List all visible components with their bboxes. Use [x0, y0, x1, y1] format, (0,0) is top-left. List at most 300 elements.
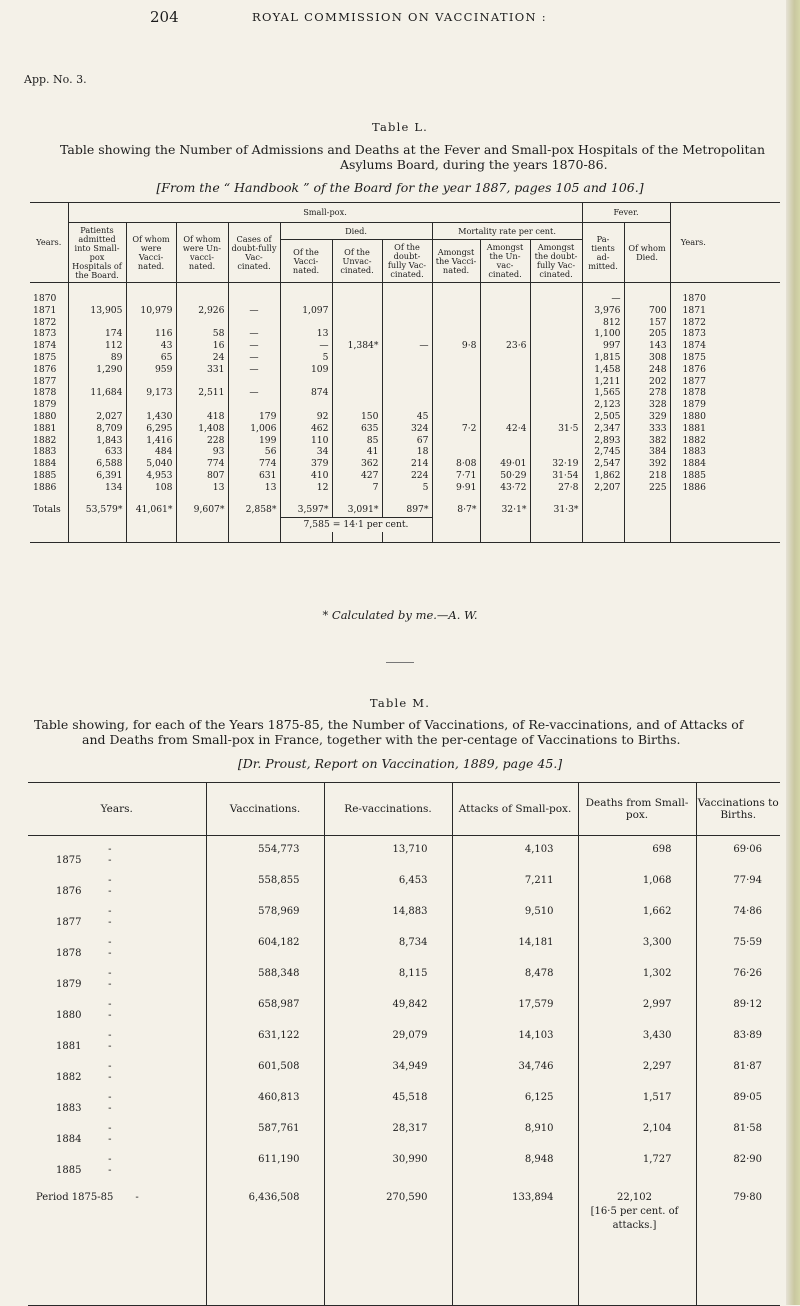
- cell-deaths: 2,104: [578, 1115, 696, 1146]
- table-l-caption-line1: Table showing the Number of Admissions and Deaths at the Fever and Small-pox Hospitals of the Metropolitan: [60, 142, 765, 157]
- cell-dbt: —: [228, 305, 280, 317]
- spacer-cell: [382, 532, 432, 543]
- cell-dd: [382, 328, 432, 340]
- cell-dv: [280, 399, 332, 411]
- total-dv: 3,597*: [280, 504, 332, 518]
- cell-attacks: 14,103: [452, 1022, 578, 1053]
- cell-mv: [432, 352, 480, 364]
- row-year-right: 1881: [670, 423, 716, 435]
- cell-md: [530, 376, 582, 388]
- edge-cell: [716, 470, 780, 482]
- edge-cell: [716, 517, 780, 532]
- cell-fd: 202: [624, 376, 670, 388]
- row-year-right: 1885: [670, 470, 716, 482]
- cell-dbt: [228, 376, 280, 388]
- row-year: 1879: [56, 979, 82, 990]
- table-m-caption-line2: and Deaths from Small-pox in France, together with the per-centage of Vaccinations to Births.: [82, 732, 681, 747]
- row-year-right: 1883: [670, 446, 716, 458]
- row-year: 1884: [56, 1134, 82, 1145]
- cell-dbt: [228, 317, 280, 329]
- col-m-deaths: Deaths from Small-pox.: [578, 783, 696, 836]
- row-year: 1885: [56, 1165, 82, 1176]
- cell-du: [332, 352, 382, 364]
- table-l-caption: [60, 142, 775, 172]
- cell-deaths: 698: [578, 836, 696, 868]
- table-row: [30, 317, 780, 329]
- cell-revacc: 8,734: [324, 929, 452, 960]
- cell-fd: 205: [624, 328, 670, 340]
- row-year: 1880: [56, 1010, 82, 1021]
- cell-ratio: 83·89: [696, 1022, 780, 1053]
- empty-cell: [68, 517, 126, 532]
- cell-revacc: 14,883: [324, 898, 452, 929]
- cell-dd: [382, 293, 432, 305]
- period-vaccinations: 6,436,508: [206, 1177, 324, 1235]
- table-m: [28, 782, 780, 1306]
- cell-pat: 2,027: [68, 411, 126, 423]
- cell-md: [530, 328, 582, 340]
- cell-du: 362: [332, 458, 382, 470]
- row-year: 1884: [33, 458, 57, 470]
- spacer-row: [30, 283, 780, 294]
- cell-dbt: 179: [228, 411, 280, 423]
- col-died-doubtful: Of the doubt-fully Vac-cinated.: [382, 240, 432, 283]
- cell-vac: 4,953: [126, 470, 176, 482]
- cell-fa: 3,976: [582, 305, 624, 317]
- empty-cell: [530, 517, 582, 532]
- spacer-cell: [480, 494, 530, 504]
- empty-cell: [624, 517, 670, 532]
- cell-md: 31·54: [530, 470, 582, 482]
- cell-md: [530, 364, 582, 376]
- spacer-cell: [126, 283, 176, 294]
- cell-mv: [432, 435, 480, 447]
- spacer-cell: [332, 532, 382, 543]
- row-year-cell: [28, 960, 206, 991]
- cell-du: [332, 305, 382, 317]
- cell-fa: 2,893: [582, 435, 624, 447]
- cell-vac: [126, 317, 176, 329]
- spacer-cell: [432, 283, 480, 294]
- spacer-cell: [582, 283, 624, 294]
- col-m-years: Years.: [28, 783, 206, 836]
- cell-dbt: —: [228, 387, 280, 399]
- edge-cell: [716, 482, 780, 494]
- cell-dv: [280, 317, 332, 329]
- cell-pat: 11,684: [68, 387, 126, 399]
- cell-fa: —: [582, 293, 624, 305]
- group-fever: Fever.: [582, 203, 670, 223]
- cell-vacc: 658,987: [206, 991, 324, 1022]
- row-year-cell: [28, 1022, 206, 1053]
- row-year: 1880: [33, 410, 57, 422]
- cell-mv: [432, 364, 480, 376]
- cell-pat: 1,290: [68, 364, 126, 376]
- cell-dbt: [228, 399, 280, 411]
- row-year: 1885: [33, 469, 57, 481]
- row-year: 1881: [56, 1041, 82, 1052]
- cell-mv: [432, 293, 480, 305]
- cell-deaths: 1,517: [578, 1084, 696, 1115]
- leader-dots: - -: [108, 906, 126, 928]
- spacer-cell: [480, 532, 530, 543]
- cell-attacks: 17,579: [452, 991, 578, 1022]
- cell-vac: [126, 399, 176, 411]
- table-row: [30, 364, 780, 376]
- row-year: 1874: [33, 340, 57, 352]
- cell-du: [332, 317, 382, 329]
- table-row: [28, 960, 780, 991]
- cell-deaths: 1,727: [578, 1146, 696, 1177]
- cell-unv: 2,926: [176, 305, 228, 317]
- empty-cell: [582, 504, 624, 518]
- empty-cell: [228, 517, 280, 532]
- row-year-right: 1877: [670, 376, 716, 388]
- col-mort-vaccinated: Amongst the Vacci-nated.: [432, 240, 480, 283]
- edge-cell: [716, 387, 780, 399]
- cell-attacks: 9,510: [452, 898, 578, 929]
- col-mort-doubtful: Amongst the doubt-fully Vac-cinated.: [530, 240, 582, 283]
- spacer-row: [30, 532, 780, 543]
- spacer-cell: [126, 494, 176, 504]
- cell-ratio: 81·58: [696, 1115, 780, 1146]
- spacer-cell: [624, 532, 670, 543]
- row-year: 1879: [33, 399, 57, 411]
- edge-cell: [716, 435, 780, 447]
- cell-md: [530, 340, 582, 352]
- cell-mu: [480, 446, 530, 458]
- cell-mv: [432, 399, 480, 411]
- cell-mv: 9·91: [432, 482, 480, 494]
- row-year: 1875: [33, 351, 57, 363]
- spacer-cell: [280, 283, 332, 294]
- leader-dots: - -: [108, 844, 126, 866]
- table-row: [30, 435, 780, 447]
- cell-du: [332, 364, 382, 376]
- table-m-title: Table M.: [369, 696, 431, 710]
- cell-revacc: 49,842: [324, 991, 452, 1022]
- calc-row: [30, 517, 780, 532]
- spacer-cell: [670, 532, 716, 543]
- cell-fa: 997: [582, 340, 624, 352]
- total-dbt: 2,858*: [228, 504, 280, 518]
- edge-cell: [716, 317, 780, 329]
- group-mortality: Mortality rate per cent.: [432, 223, 582, 240]
- cell-fa: 2,547: [582, 458, 624, 470]
- cell-pat: 6,588: [68, 458, 126, 470]
- cell-dbt: 13: [228, 482, 280, 494]
- period-row: [28, 1177, 780, 1235]
- table-row: [28, 836, 780, 868]
- cell-mu: [480, 364, 530, 376]
- row-year-cell: [28, 867, 206, 898]
- cell-dbt: —: [228, 328, 280, 340]
- cell-vac: 65: [126, 352, 176, 364]
- table-l-caption-line2: Asylums Board, during the years 1870-86.: [340, 157, 608, 172]
- cell-revacc: 34,949: [324, 1053, 452, 1084]
- cell-dv: 874: [280, 387, 332, 399]
- cell-pat: [68, 293, 126, 305]
- cell-unv: 13: [176, 482, 228, 494]
- leader-dots: - -: [108, 968, 126, 990]
- cell-dd: 5: [382, 482, 432, 494]
- group-smallpox: Small-pox.: [68, 203, 582, 223]
- spacer-cell: [432, 532, 480, 543]
- spacer-cell: [176, 494, 228, 504]
- cell-mv: [432, 387, 480, 399]
- cell-vacc: 604,182: [206, 929, 324, 960]
- cell-vac: [126, 376, 176, 388]
- edge-cell: [716, 411, 780, 423]
- edge-cell: [716, 458, 780, 470]
- cell-dbt: —: [228, 352, 280, 364]
- cell-mv: [432, 317, 480, 329]
- cell-dd: 18: [382, 446, 432, 458]
- cell-revacc: 6,453: [324, 867, 452, 898]
- row-year: 1876: [33, 363, 57, 375]
- spacer-cell: [624, 494, 670, 504]
- cell-pat: [68, 376, 126, 388]
- cell-fa: 812: [582, 317, 624, 329]
- cell-md: [530, 305, 582, 317]
- spacer-cell: [280, 494, 332, 504]
- spacer-cell: [332, 494, 382, 504]
- cell-mu: [480, 352, 530, 364]
- table-row: [30, 305, 780, 317]
- empty-cell: [30, 517, 68, 532]
- leader-dots: - -: [108, 999, 126, 1021]
- total-pat: 53,579*: [68, 504, 126, 518]
- period-ratio: 79·80: [696, 1177, 780, 1235]
- period-label: Period 1875-85: [36, 1192, 114, 1203]
- cell-unv: 2,511: [176, 387, 228, 399]
- cell-du: [332, 387, 382, 399]
- cell-mv: [432, 446, 480, 458]
- total-vac: 41,061*: [126, 504, 176, 518]
- cell-mu: 42·4: [480, 423, 530, 435]
- table-row: [30, 458, 780, 470]
- row-year: 1886: [33, 481, 57, 493]
- deaths-percent-line: 7,585 = 14·1 per cent.: [280, 517, 432, 532]
- spacer-cell: [176, 283, 228, 294]
- row-year-cell: [28, 1053, 206, 1084]
- cell-mu: [480, 399, 530, 411]
- cell-unv: 807: [176, 470, 228, 482]
- cell-dv: 110: [280, 435, 332, 447]
- total-md: 31·3*: [530, 504, 582, 518]
- cell-vac: [126, 293, 176, 305]
- table-row: [28, 867, 780, 898]
- row-year: 1870: [33, 293, 57, 304]
- cell-unv: 774: [176, 458, 228, 470]
- edge-cell: [716, 446, 780, 458]
- cell-dv: 13: [280, 328, 332, 340]
- cell-attacks: 8,948: [452, 1146, 578, 1177]
- spacer-cell: [582, 494, 624, 504]
- table-row: [30, 387, 780, 399]
- cell-du: 7: [332, 482, 382, 494]
- table-row: [30, 411, 780, 423]
- cell-dd: [382, 317, 432, 329]
- cell-dd: [382, 305, 432, 317]
- cell-pat: 89: [68, 352, 126, 364]
- edge-cell: [716, 399, 780, 411]
- cell-fd: 308: [624, 352, 670, 364]
- cell-vac: 484: [126, 446, 176, 458]
- period-deaths: 22,102: [617, 1192, 652, 1203]
- cell-fa: 2,347: [582, 423, 624, 435]
- cell-pat: 13,905: [68, 305, 126, 317]
- separator-rule: [386, 662, 414, 663]
- table-row: [30, 446, 780, 458]
- spacer-cell: [324, 1235, 452, 1305]
- cell-mu: [480, 328, 530, 340]
- spacer-cell: [176, 532, 228, 543]
- cell-fd: 384: [624, 446, 670, 458]
- spacer-cell: [126, 532, 176, 543]
- cell-fa: 2,207: [582, 482, 624, 494]
- cell-unv: [176, 399, 228, 411]
- row-year: 1877: [33, 375, 57, 387]
- table-row: [30, 482, 780, 494]
- cell-dd: 45: [382, 411, 432, 423]
- edge-cell: [716, 340, 780, 352]
- spacer-cell: [28, 1235, 206, 1305]
- spacer-cell: [30, 283, 68, 294]
- col-m-revaccinations: Re-vaccinations.: [324, 783, 452, 836]
- cell-attacks: 8,910: [452, 1115, 578, 1146]
- row-year-cell: [28, 1084, 206, 1115]
- table-row: [30, 352, 780, 364]
- row-year-right: 1884: [670, 458, 716, 470]
- spacer-cell: [716, 283, 780, 294]
- edge-cell: [716, 376, 780, 388]
- row-year-right: 1876: [670, 364, 716, 376]
- cell-mu: [480, 317, 530, 329]
- cell-dd: 214: [382, 458, 432, 470]
- cell-md: [530, 317, 582, 329]
- table-row: [28, 1053, 780, 1084]
- spacer-cell: [432, 494, 480, 504]
- cell-vac: 43: [126, 340, 176, 352]
- edge-cell: [716, 305, 780, 317]
- cell-md: [530, 387, 582, 399]
- table-l-footnote: * Calculated by me.—A. W.: [322, 608, 478, 622]
- spacer-cell: [332, 283, 382, 294]
- col-m-vaccinations: Vaccinations.: [206, 783, 324, 836]
- period-deaths-cell: [578, 1177, 696, 1235]
- cell-vacc: 460,813: [206, 1084, 324, 1115]
- cell-fd: 218: [624, 470, 670, 482]
- row-year-right: 1886: [670, 482, 716, 494]
- cell-mv: 9·8: [432, 340, 480, 352]
- cell-fa: 2,745: [582, 446, 624, 458]
- cell-mu: [480, 305, 530, 317]
- col-m-ratio: Vaccinations to Births.: [696, 783, 780, 836]
- cell-deaths: 2,297: [578, 1053, 696, 1084]
- cell-deaths: 1,662: [578, 898, 696, 929]
- cell-pat: 6,391: [68, 470, 126, 482]
- cell-pat: 1,843: [68, 435, 126, 447]
- col-died-vaccinated: Of the Vacci-nated.: [280, 240, 332, 283]
- spacer-cell: [480, 283, 530, 294]
- cell-mv: 8·08: [432, 458, 480, 470]
- cell-dv: 5: [280, 352, 332, 364]
- cell-revacc: 30,990: [324, 1146, 452, 1177]
- spacer-cell: [382, 283, 432, 294]
- col-years-right: Years.: [670, 203, 716, 283]
- cell-dbt: [228, 293, 280, 305]
- spacer-cell: [68, 532, 126, 543]
- cell-mu: [480, 387, 530, 399]
- spacer-cell: [578, 1235, 696, 1305]
- period-deaths-note: [16·5 per cent. of attacks.]: [590, 1206, 679, 1231]
- table-row: [28, 1146, 780, 1177]
- cell-mu: 43·72: [480, 482, 530, 494]
- cell-fa: 1,211: [582, 376, 624, 388]
- appendix-number: App. No. 3.: [24, 73, 87, 86]
- edge-cell: [716, 504, 780, 518]
- cell-fa: 1,565: [582, 387, 624, 399]
- cell-fd: 392: [624, 458, 670, 470]
- empty-cell: [582, 517, 624, 532]
- cell-du: 635: [332, 423, 382, 435]
- row-year-right: 1871: [670, 305, 716, 317]
- col-fever-died: Of whom Died.: [624, 223, 670, 283]
- cell-fd: 225: [624, 482, 670, 494]
- total-mu: 32·1*: [480, 504, 530, 518]
- cell-ratio: 89·05: [696, 1084, 780, 1115]
- cell-attacks: 6,125: [452, 1084, 578, 1115]
- running-title: ROYAL COMMISSION ON VACCINATION :: [252, 10, 547, 24]
- cell-deaths: 1,068: [578, 867, 696, 898]
- cell-ratio: 69·06: [696, 836, 780, 868]
- col-mort-unvaccinated: Amongst the Un-vac-cinated.: [480, 240, 530, 283]
- table-row: [30, 470, 780, 482]
- cell-vac: 5,040: [126, 458, 176, 470]
- edge-cell: [716, 364, 780, 376]
- cell-md: [530, 435, 582, 447]
- table-row: [28, 991, 780, 1022]
- cell-pat: 8,709: [68, 423, 126, 435]
- cell-du: [332, 293, 382, 305]
- empty-cell: [176, 517, 228, 532]
- cell-pat: [68, 399, 126, 411]
- spacer-cell: [696, 1235, 780, 1305]
- cell-dd: 224: [382, 470, 432, 482]
- cell-mu: 23·6: [480, 340, 530, 352]
- cell-du: [332, 376, 382, 388]
- cell-dd: —: [382, 340, 432, 352]
- cell-mu: [480, 411, 530, 423]
- col-vaccinated: Of whom were Vacci-nated.: [126, 223, 176, 283]
- cell-dbt: —: [228, 364, 280, 376]
- cell-vac: 10,979: [126, 305, 176, 317]
- cell-vac: 9,173: [126, 387, 176, 399]
- row-year-right: 1872: [670, 317, 716, 329]
- cell-pat: 174: [68, 328, 126, 340]
- table-l-source: [From the “ Handbook ” of the Board for the year 1887, pages 105 and 106.]: [156, 180, 644, 195]
- cell-deaths: 2,997: [578, 991, 696, 1022]
- cell-dv: [280, 376, 332, 388]
- table-l: [30, 202, 780, 543]
- cell-ratio: 89·12: [696, 991, 780, 1022]
- row-year: 1878: [56, 948, 82, 959]
- spacer-cell: [582, 532, 624, 543]
- cell-mu: 49·01: [480, 458, 530, 470]
- totals-label: Totals: [33, 504, 61, 516]
- table-m-caption: [34, 717, 786, 747]
